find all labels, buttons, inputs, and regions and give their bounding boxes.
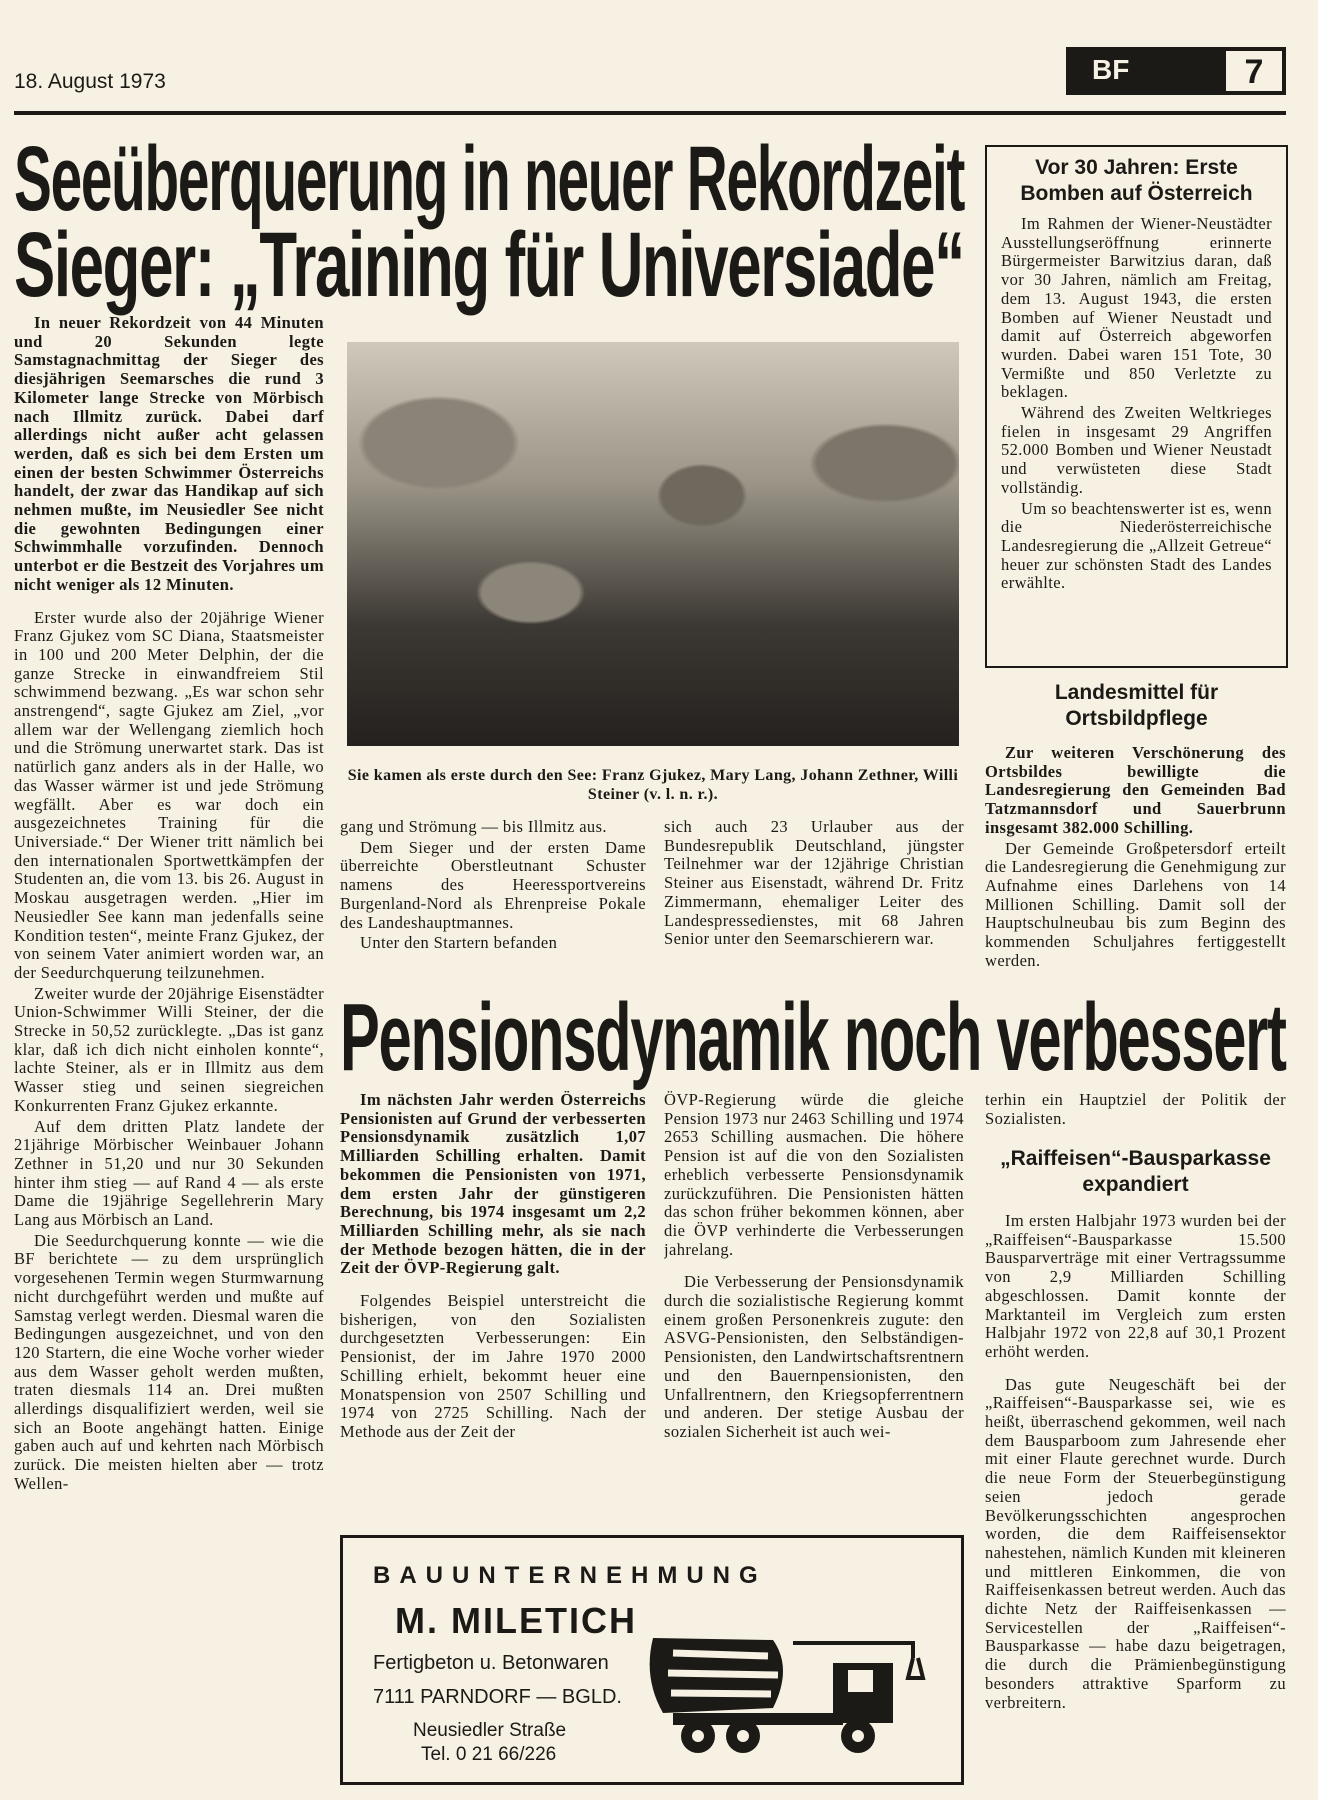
ad-street: Neusiedler Straße bbox=[413, 1720, 567, 1741]
cement-truck-icon bbox=[643, 1628, 943, 1758]
raiffeisen-paragraph: Das gute Neugeschäft bei der „Raiffeisen“-Bausparkasse sei, wie es heißt, überraschend gekommen, weil nach dem Bausparboom zum Jahresende eher mit einer Flaute gerechnet wurde. Durch die neue Form der Steuerbegünstigung seien jedoch gerade Bevölkerungsschichten angesprochen worden, die dem Raiffeisensektor nahestehen, nämlich Kunden mit kleineren und mittleren Einkommen, die von Raiffeisenkassen betreut werden. Auch das dichte Netz der Raiffeisenkassen — Servicestellen der „Raiffeisen“-Bausparkasse — habe dazu beigetragen, die durch die Prämienbegünstigung besonders attraktive Sparform zu verbreitern. bbox=[985, 1374, 1286, 1712]
raiffeisen-paragraph: Im ersten Halbjahr 1973 wurden bei der „Raiffeisen“-Bausparkasse 15.500 Bausparverträge mit einer Vertragssumme von 2,9 Milliarden Schilling abgeschlossen. Damit konnte der Marktanteil im Vergleich zum ersten Halbjahr 1972 von 22,8 auf 30,1 Prozent erhöht werden. bbox=[985, 1212, 1286, 1361]
article-lead: In neuer Rekordzeit von 44 Minuten und 20 Sekunden legte Samstagnachmittag der Sieger des diesjährigen Seemarsches die rund 3 Kilometer lange Strecke von Mörbisch nach Illmitz zurück. Dabei darf allerdings nicht außer acht gelassen werden, daß es sich bei dem Ersten um einen der besten Schwimmer Österreichs handelt, der zwar das Handikap auf sich nehmen mußte, im Neusiedler See nicht die gewohnten Bedingungen einer Schwimmhalle vorzufinden. Dennoch unterbot er die Bestzeit des Vorjahres um nicht weniger als 12 Minuten. bbox=[14, 314, 324, 594]
box-paragraph: Im Rahmen der Wiener-Neustädter Ausstellungseröffnung erinnerte Bürgermeister Barwitzius daran, daß vor 30 Jahren, nämlich am Freitag, dem 13. August 1943, die ersten Bomben auf Wiener Neustadt und damit auf Österreich abgeworfen wurden. Dabei waren 151 Tote, 30 Vermißte und 850 Verletzte zu beklagen. bbox=[1001, 215, 1272, 402]
article-paragraph: Auf dem dritten Platz landete der 21jährige Mörbischer Weinbauer Johann Zethner in 51,20 und nur 30 Sekunden hinter ihm stieg — auf Rand 4 — als erste Dame die 19jährige Segellehrerin Mary Lang aus Mörbisch an Land. bbox=[14, 1116, 324, 1230]
landesmittel-column bbox=[985, 744, 1286, 990]
landesmittel-paragraph: Der Gemeinde Großpetersdorf erteilt die Landesregierung die Genehmigung zur Aufnahme eines Darlehens von 14 Millionen Schilling. Damit soll der Hauptschulneubau bis zum Beginn des kommenden Schuljahres fertiggestellt werden. bbox=[985, 838, 1286, 970]
article-column-3 bbox=[664, 818, 964, 990]
pension-column-3 bbox=[985, 1091, 1286, 1135]
page-number: 7 bbox=[1224, 49, 1284, 93]
article-paragraph: Unter den Startern befanden bbox=[360, 933, 558, 953]
pension-paragraph: Folgendes Beispiel unterstreicht die bisherigen, von den Sozialisten durchgesetzten Verbesserungen: Ein Pensionist, der im Jahre 1970 2000 Schilling erhielt, bekommt heuer eine Monatspension von 2507 Schilling und 1974 von 2725 Schilling. Nach der Methode aus der Zeit der bbox=[340, 1291, 646, 1441]
pension-paragraph: ÖVP-Regierung würde die gleiche Pension 1973 nur 2463 Schilling und 1974 2653 Schilling ausmachen. Die höhere Pension ist auf die von den Sozialisten erheblich verbesserte Pensionsdynamik zurückzuführen. Die Pensionisten hätten das schon früher bekommen können, aber die ÖVP verhinderte die Verbesserungen jahrelang. bbox=[664, 1091, 964, 1259]
pension-column-2 bbox=[664, 1091, 964, 1523]
headline-line-1: Seeüberquerung in neuer Rekordzeit bbox=[14, 128, 965, 230]
article-paragraph: sich auch 23 Urlauber aus der Bundesrepublik Deutschland, jüngster Teilnehmer war der 12jährige Christian Steiner aus Eisenstadt, während Dr. Fritz Zimmermann, ehemaliger Leiter des Landespressedienstes, mit 68 Jahren Senior unter den Seemarschierern war. bbox=[664, 818, 964, 949]
article-paragraph: Erster wurde also der 20jährige Wiener Franz Gjukez vom SC Diana, Staatsmeister in 100 und 200 Meter Delphin, der die ganze Strecke in einwandfreiem Stil schwimmend bezwang. „Es war schon sehr anstrengend“, sagte Gjukez am Ziel, „vor allem war der Wellengang ziemlich hoch und die Strömung unerwartet stark. Das ist natürlich ganz anders als in der Halle, wo das Wasser wärmer ist und jede Strömung wegfällt. Aber es war doch ein ausgezeichnetes Training für die Universiade.“ Der Wiener tritt nämlich bei den internationalen Sportwettkämpfen der Studenten an, die vom 13. bis 26. August in Moskau ausgetragen werden. „Hier im Neusiedler See kann man jedenfalls seine Kondition testen“, meinte Franz Gjukez, der von seinem Vater animiert worden war, an der Seedurchquerung teilzunehmen. bbox=[14, 607, 324, 982]
box-title: Vor 30 Jahren: Erste Bomben auf Österreich bbox=[1020, 156, 1253, 205]
landesmittel-title: Landesmittel für Ortsbildpflege bbox=[1054, 681, 1219, 730]
advertisement-miletich bbox=[340, 1535, 964, 1785]
landesmittel-lead: Zur weiteren Verschönerung des Ortsbildes bewilligte die Landesregierung den Gemeinden Bad Tatzmannsdorf und Sauerbrunn insgesamt 382.000 Schilling. bbox=[985, 744, 1286, 837]
ad-products: Fertigbeton u. Betonwaren bbox=[373, 1652, 609, 1674]
photo-caption: Sie kamen als erste durch den See: Franz Gjukez, Mary Lang, Johann Zethner, Willi Steiner (v. l. n. r.). bbox=[347, 767, 959, 803]
issue-date: 18. August 1973 bbox=[14, 70, 166, 93]
article-paragraph: Die Seedurchquerung konnte — wie die BF berichtete — zu dem ursprünglich vorgesehenen Termin wegen Sturmwarnung nicht durchgeführt werden und mußte auf Samstag verlegt werden. Diesmal waren die Bedingungen ausgezeichnet, und von den 120 Startern, die eine Woche vorher wieder aus dem Wasser geholt werden mußten, traten diesmals 114 an. Drei mußten allerdings disqualifiziert werden, weil sie sich an Boote angehängt hatten. Einige gaben auch auf und kehrten nach Mörbisch zurück. Die meisten hielten aber — trotz Wellen- bbox=[14, 1230, 324, 1493]
masthead-box bbox=[1066, 47, 1286, 95]
pension-lead: Im nächsten Jahr werden Österreichs Pensionisten auf Grund der verbesserten Pensionsdynamik zusätzlich 1,07 Milliarden Schilling erhalten. Damit bekommen die Pensionisten von 1971, dem ersten Jahr der günstigeren Berechnung, bis 1974 insgesamt um 2,2 Milliarden Schilling mehr, als sie nach der Methode bezogen hätten, die in der Zeit der ÖVP-Regierung galt. bbox=[340, 1091, 646, 1278]
article-paragraph: gang und Strömung — bis Illmitz aus. bbox=[340, 818, 607, 836]
raiffeisen-column bbox=[985, 1212, 1286, 1792]
paper-name: BF bbox=[1092, 54, 1130, 85]
article-paragraph: Dem Sieger und der ersten Dame überreichte Oberstleutnant Schuster namens des Heeressportvereins Burgenland-Nord als Ehrenpreise Pokale des Landeshauptmannes. bbox=[340, 837, 646, 932]
article-column-2 bbox=[340, 818, 646, 990]
ad-heading: BAUUNTERNEHMUNG bbox=[373, 1562, 767, 1589]
ad-city: 7111 PARNDORF — BGLD. bbox=[373, 1686, 622, 1708]
article-column-1 bbox=[14, 314, 324, 1792]
pension-column-1 bbox=[340, 1091, 646, 1523]
ad-phone: Tel. 0 21 66/226 bbox=[421, 1744, 557, 1765]
raiffeisen-title: „Raiffeisen“-Bausparkasse expandiert bbox=[1000, 1147, 1271, 1196]
article-paragraph: Zweiter wurde der 20jährige Eisenstädter Union-Schwimmer Willi Steiner, der die Strecke in 50,52 zurücklegte. „Das ist ganz klar, daß ich dich nicht einholen konnte“, lachte Steiner, als er in Illmitz aus dem Wasser stieg und seinen siegreichen Konkurrenten Franz Gjukez erkannte. bbox=[14, 983, 324, 1115]
header-rule bbox=[14, 111, 1286, 115]
pension-paragraph: Die Verbesserung der Pensionsdynamik durch die sozialistische Regierung kommt einem großen Personenkreis zugute: den ASVG-Pensionisten, den Selbständigen-Pensionisten, den Landwirtschaftsrentnern und den Bauernpensionisten, den Unfallrentnern, den Kriegsopferrentnern und anderen. Der stetige Ausbau der sozialen Sicherheit ist auch wei- bbox=[664, 1272, 964, 1441]
headline-line-2: Sieger: „Training für Universiade“ bbox=[14, 214, 964, 316]
pension-headline: Pensionsdynamik noch verbessert bbox=[340, 984, 1286, 1091]
box-paragraph: Um so beachtenswerter ist es, wenn die Niederösterreichische Landesregierung die „Allzeit Getreue“ heuer zur schönsten Stadt des Landes erwählte. bbox=[1001, 498, 1272, 593]
box-paragraph: Während des Zweiten Weltkrieges fielen in insgesamt 29 Angriffen 52.000 Bomben und Wiener Neustadt und verwüsteten diese Stadt vollständig. bbox=[1001, 403, 1272, 497]
ad-company: M. MILETICH bbox=[395, 1600, 637, 1641]
sidebar-box bbox=[985, 145, 1288, 668]
swimmers-photo bbox=[347, 342, 959, 746]
pension-paragraph: terhin ein Hauptziel der Politik der Sozialisten. bbox=[985, 1091, 1286, 1128]
